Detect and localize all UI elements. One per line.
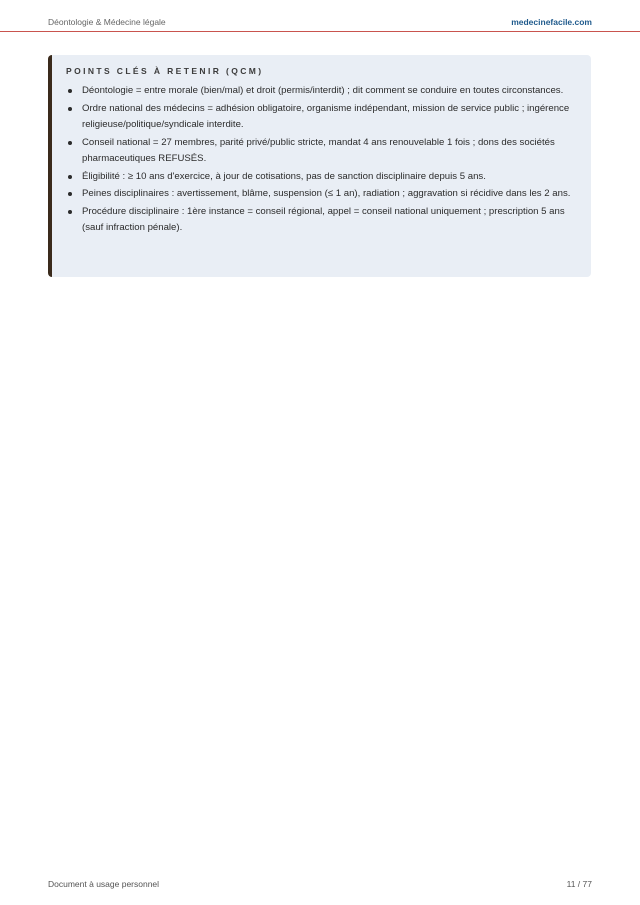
- list-item-text: Déontologie = entre morale (bien/mal) et droit (permis/interdit) ; dit comment se conduire en toutes circonstances.: [82, 85, 564, 96]
- list-item: [66, 169, 577, 186]
- bullet-icon: [68, 107, 72, 111]
- bullet-icon: [68, 141, 72, 145]
- list-item-text: Ordre national des médecins = adhésion obligatoire, organisme indépendant, mission de service public ; ingérence religieuse/politique/syndicale interdite.: [82, 102, 570, 130]
- page-header: [48, 14, 592, 30]
- bullet-icon: [68, 192, 72, 196]
- key-points-title: POINTS CLÉS À RETENIR (QCM): [66, 66, 264, 76]
- bullet-icon: [68, 89, 72, 93]
- list-item: [66, 204, 577, 237]
- bullet-icon: [68, 210, 72, 214]
- list-item-text: Peines disciplinaires : avertissement, blâme, suspension (≤ 1 an), radiation ; aggravation si récidive dans les 2 ans.: [82, 188, 571, 199]
- key-points-box: [48, 55, 591, 277]
- page-number: 11 / 77: [566, 879, 592, 889]
- key-points-list: [66, 83, 577, 237]
- header-divider: [0, 31, 640, 32]
- header-site-link[interactable]: medecinefacile.com: [511, 17, 592, 27]
- footer-note: Document à usage personnel: [48, 879, 160, 889]
- list-item: [66, 186, 577, 203]
- list-item-text: Procédure disciplinaire : 1ère instance = conseil régional, appel = conseil national uniquement ; prescription 5 ans (sauf infraction pénale).: [82, 205, 565, 233]
- bullet-icon: [68, 175, 72, 179]
- header-title: Déontologie & Médecine légale: [48, 17, 166, 27]
- list-item: [66, 101, 577, 134]
- list-item-text: Conseil national = 27 membres, parité privé/public stricte, mandat 4 ans renouvelable 1 fois ; dons des sociétés pharmaceutiques REFUSÉS.: [82, 136, 555, 164]
- list-item: [66, 135, 577, 168]
- page-footer: [48, 877, 592, 891]
- list-item-text: Éligibilité : ≥ 10 ans d'exercice, à jour de cotisations, pas de sanction disciplinaire depuis 5 ans.: [82, 170, 486, 182]
- list-item: [66, 83, 577, 100]
